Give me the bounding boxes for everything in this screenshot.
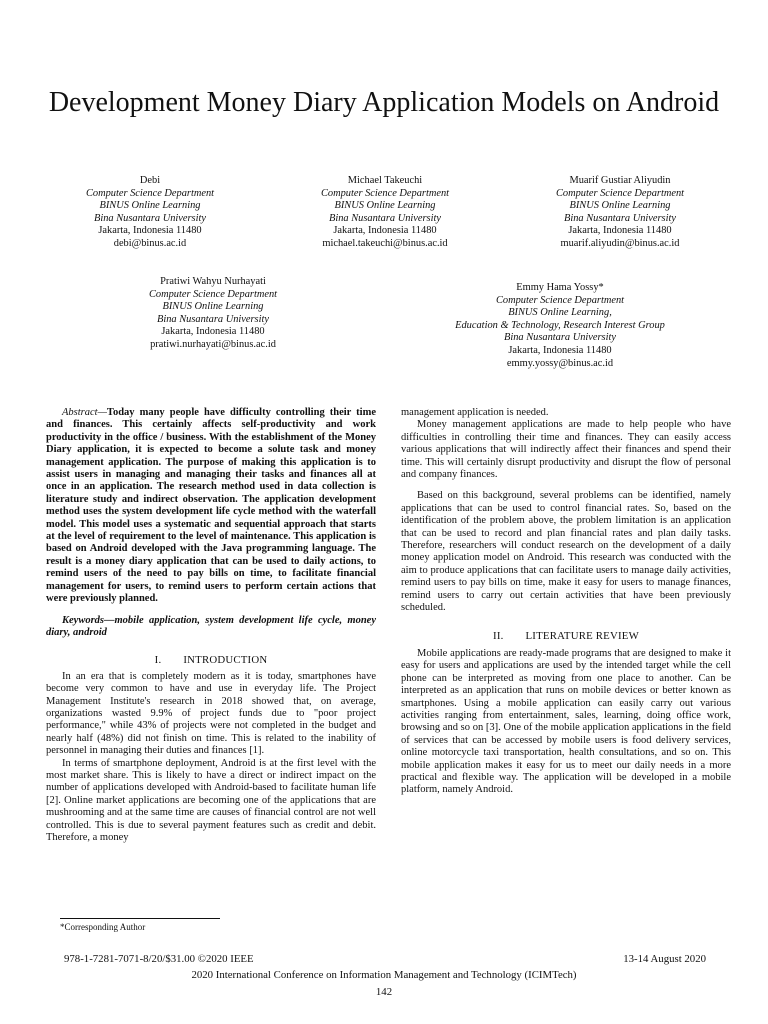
keywords: Keywords—mobile application, system development life cycle, money diary, android	[46, 614, 376, 638]
intro-paragraph-1: In an era that is completely modern as it is today, smartphones have become very common to have and use in everyday life. The Project Management Institute's research in 2018 showed that, on average, organizations wasted 9.9% of project funds due to "poor project performance," while 43% of projects were not completed in the budget and nearly half (48%) did not finish on time. This is related to the inability of personnel in managing their duties and finances [1].	[46, 670, 376, 757]
author-dept: Computer Science Department	[555, 187, 685, 199]
author-unit: BINUS Online Learning	[569, 200, 671, 212]
abstract-lead: Abstract—	[62, 407, 107, 418]
footer-date: 13-14 August 2020	[623, 953, 706, 965]
author-univ: Bina Nusantara University	[157, 313, 269, 325]
author-city: Jakarta, Indonesia 11480	[568, 225, 672, 237]
author-unit-2: Education & Technology, Research Interest Group	[455, 319, 665, 331]
author-name: Muarif Gustiar Aliyudin	[569, 175, 671, 186]
footer-isbn: 978-1-7281-7071-8/20/$31.00 ©2020 IEEE	[64, 953, 254, 965]
author-block-4	[118, 276, 308, 352]
author-email: emmy.yossy@binus.ac.id	[506, 357, 614, 369]
right-paragraph-0: management application is needed.	[401, 407, 549, 418]
author-name: Debi	[139, 175, 161, 186]
author-univ: Bina Nusantara University	[504, 332, 616, 344]
abstract	[46, 407, 376, 606]
author-univ: Bina Nusantara University	[564, 212, 676, 224]
author-unit: BINUS Online Learning	[334, 200, 436, 212]
right-paragraph-2: Based on this background, several problems can be identified, namely applications that can be used to control financial rates. So, based on the identification of the problem above, the problem limitation is an application that can be used to record and plan financial rates and plan daily tasks. Therefore, researchers will conduct research on the development of a daily money application model on Android. This research was conducted with the aim to produce applications that can facilitate users to manage daily activities, remind users to pay bills on time, make it easy for users to manage finances, remind users to carry out certain activities that have been previously scheduled.	[401, 490, 731, 614]
author-univ: Bina Nusantara University	[329, 212, 441, 224]
footer-conference: 2020 International Conference on Information Management and Technology (ICIMTech)	[191, 969, 577, 981]
right-paragraph-1: Money management applications are made to help people who have difficulties in controlling their time and finances. They can easily access various applications that will indirectly affect their finances and spend their time. This will certainly disrupt productivity and disrupt the flow of personal and company finances.	[401, 419, 731, 481]
author-name: Michael Takeuchi	[347, 175, 423, 186]
author-block-3	[525, 175, 715, 251]
footnote: *Corresponding Author	[60, 922, 146, 932]
author-dept: Computer Science Department	[85, 187, 215, 199]
author-unit: BINUS Online Learning,	[508, 307, 612, 319]
author-city: Jakarta, Indonesia 11480	[98, 225, 202, 237]
paper-title: Development Money Diary Application Models on Android	[48, 87, 720, 118]
author-email: michael.takeuchi@binus.ac.id	[322, 237, 448, 249]
author-block-5	[430, 282, 690, 370]
author-email: muarif.aliyudin@binus.ac.id	[560, 237, 680, 249]
section-heading-introduction: I. INTRODUCTION	[154, 654, 268, 667]
author-block-1	[60, 175, 240, 251]
author-city: Jakarta, Indonesia 11480	[161, 326, 265, 338]
author-email: debi@binus.ac.id	[113, 237, 187, 249]
page-number: 142	[375, 986, 393, 998]
left-column	[46, 407, 376, 844]
literature-paragraph-1: Mobile applications are ready-made programs that are designed to make it easy for users and applications are used by the intended target while the cell phone can be interpreted as moving from one place to another. Can be interpreted as an application that runs on mobile devices or better known as smartphones. Using a mobile application can easily carry out various activities ranging from entertainment, sales, learning, doing office work, browsing and so on [3]. One of the mobile application applications in the field of services that can be accessed by mobile users is food delivery services, online motorcycle taxi transportation, health consultations, and so on. This mobile application makes it easy for us to meet our daily needs in a more practical and flexible way. The application will be developed in a mobile platform, namely Android.	[401, 647, 731, 796]
author-unit: BINUS Online Learning	[162, 301, 264, 313]
author-name: Pratiwi Wahyu Nurhayati	[160, 276, 266, 287]
footnote-divider	[60, 918, 220, 919]
author-univ: Bina Nusantara University	[94, 212, 206, 224]
author-dept: Computer Science Department	[495, 294, 625, 306]
author-city: Jakarta, Indonesia 11480	[333, 225, 437, 237]
author-dept: Computer Science Department	[320, 187, 450, 199]
abstract-text: Today many people have difficulty controlling their time and finances. This certainly affects self-productivity and work productivity in the office / business. With the establishment of the Money Diary application, it is expected to become a solute task and money management application. The purpose of making this application is to assist users in managing and managing their tasks and finances all at once in an application. The research method used in data collection is literature study and indirect observation. The application development method uses the system development life cycle method with the waterfall model. This model uses a systematic and sequential approach that starts at the level of requirement to the level of maintenance. This application is based on Android developed with the Java programming language. The result is a money diary application that can be used to daily actions, to remind users of the need to pay bills on time, to facilitate financial management for users, to remind users to perform certain actions that were previously planned.	[46, 407, 376, 605]
right-column	[401, 407, 731, 797]
author-dept: Computer Science Department	[148, 288, 278, 300]
author-email: pratiwi.nurhayati@binus.ac.id	[150, 338, 276, 350]
author-name: Emmy Hama Yossy*	[516, 282, 604, 293]
intro-paragraph-2: In terms of smartphone deployment, Android is at the first level with the most market share. This is likely to have a direct or indirect impact on the number of applications developed with Android-based to facilitate human life [2]. Online market applications are becoming one of the applications that are mushrooming and at the same time are causes of financial control are not well controlled. This is due to several payment features such as credit and debit. Therefore, a money	[46, 757, 376, 843]
section-heading-literature-review: II. LITERATURE REVIEW	[493, 629, 639, 642]
author-unit: BINUS Online Learning	[99, 200, 201, 212]
author-block-2	[290, 175, 480, 251]
author-city: Jakarta, Indonesia 11480	[508, 344, 612, 356]
